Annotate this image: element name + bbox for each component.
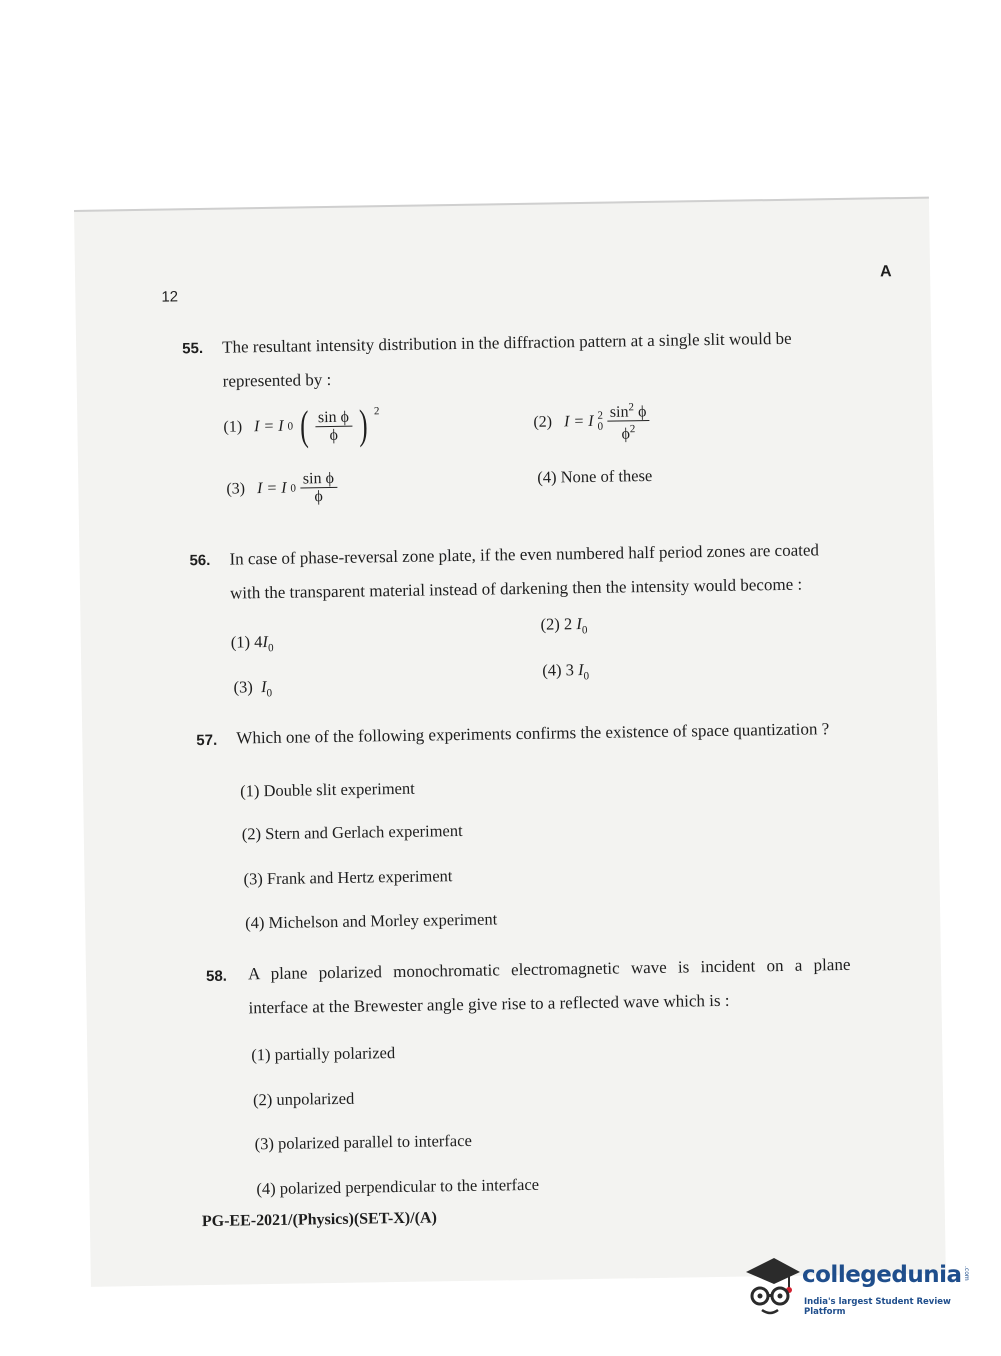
option-label: (3) bbox=[243, 869, 263, 889]
question-number: 58. bbox=[205, 967, 228, 986]
option-4[interactable] bbox=[537, 466, 652, 488]
option-label: (4) bbox=[537, 467, 557, 487]
option-label: (1) bbox=[230, 632, 251, 652]
option-label: (4) bbox=[245, 913, 265, 933]
graduate-mascot-icon bbox=[744, 1252, 800, 1320]
option-text: polarized perpendicular to the interface bbox=[279, 1174, 540, 1198]
subscript: 0 bbox=[267, 642, 274, 655]
option-1[interactable] bbox=[240, 779, 415, 802]
subscript: 0 bbox=[581, 624, 588, 637]
option-text: Michelson and Morley experiment bbox=[268, 909, 498, 933]
coefficient: 4 bbox=[254, 632, 263, 652]
question-number: 57. bbox=[196, 731, 218, 750]
numerator-var: ϕ bbox=[633, 403, 647, 421]
set-letter: A bbox=[879, 263, 892, 281]
option-3[interactable] bbox=[226, 470, 337, 507]
option-text: None of these bbox=[560, 465, 653, 487]
option-2[interactable] bbox=[533, 399, 650, 444]
brand-suffix: .com bbox=[963, 1266, 970, 1281]
superscript: 2 bbox=[597, 409, 603, 422]
numerator bbox=[607, 399, 650, 422]
option-1[interactable] bbox=[251, 1043, 395, 1065]
numerator-fn: sin bbox=[609, 403, 629, 421]
page-footer: PG-EE-2021/(Physics)(SET-X)/(A) bbox=[201, 1209, 437, 1231]
option-text: unpolarized bbox=[276, 1088, 355, 1109]
option-label: (4) bbox=[542, 660, 562, 680]
option-label: (1) bbox=[251, 1045, 271, 1065]
option-2[interactable] bbox=[540, 614, 587, 637]
subscript: 0 bbox=[597, 420, 604, 433]
denominator: ϕ bbox=[314, 488, 324, 506]
exponent: 2 bbox=[373, 405, 380, 418]
numerator-power: 2 bbox=[628, 401, 635, 414]
option-2[interactable] bbox=[242, 821, 463, 844]
option-text: polarized parallel to interface bbox=[277, 1130, 472, 1153]
option-4[interactable] bbox=[256, 1175, 539, 1199]
close-paren: ) bbox=[358, 402, 368, 449]
question-text-line: interface at the Brewester angle give rise to a reflected wave which is : bbox=[248, 990, 730, 1018]
question-text-line: represented by : bbox=[222, 369, 332, 391]
formula-subscript: 0 bbox=[287, 420, 294, 433]
fraction bbox=[315, 408, 353, 444]
option-text: Frank and Hertz experiment bbox=[266, 866, 453, 889]
question-text-line: Which one of the following experiments confirms the existence of space quantization ? bbox=[236, 719, 830, 748]
question-text-line: A plane polarized monochromatic electromagnetic wave is incident on a plane bbox=[247, 954, 851, 984]
option-1[interactable] bbox=[223, 402, 380, 450]
open-paren: ( bbox=[299, 403, 309, 450]
option-label: (2) bbox=[241, 824, 262, 844]
denominator: ϕ bbox=[329, 426, 339, 444]
option-3[interactable] bbox=[255, 1131, 472, 1154]
option-2[interactable] bbox=[253, 1089, 355, 1111]
numerator: sin ϕ bbox=[300, 470, 337, 489]
subscript: 0 bbox=[266, 687, 273, 700]
option-text: Stern and Gerlach experiment bbox=[265, 820, 463, 844]
option-4[interactable] bbox=[245, 909, 497, 933]
option-1[interactable] bbox=[231, 632, 274, 655]
option-label: (3) bbox=[233, 677, 253, 697]
option-text: Double slit experiment bbox=[263, 778, 415, 801]
option-label: (1) bbox=[223, 418, 243, 436]
option-label: (2) bbox=[533, 413, 553, 431]
question-text-line: In case of phase-reversal zone plate, if the even numbered half period zones are coated bbox=[229, 540, 820, 569]
option-label: (1) bbox=[239, 781, 260, 801]
question-number: 55. bbox=[182, 339, 204, 358]
formula-lhs: I = I bbox=[253, 417, 284, 436]
option-text: partially polarized bbox=[274, 1043, 396, 1064]
symbol: I bbox=[577, 660, 584, 680]
fraction bbox=[607, 399, 650, 443]
denominator-var: ϕ bbox=[621, 425, 631, 444]
question-text-line: with the transparent material instead of darkening then the intensity would become : bbox=[229, 574, 803, 603]
option-label: (4) bbox=[256, 1178, 276, 1199]
option-label: (3) bbox=[254, 1133, 275, 1154]
denominator-power: 2 bbox=[629, 423, 636, 436]
symbol: I bbox=[262, 632, 269, 652]
option-label: (3) bbox=[226, 479, 246, 498]
formula-lhs: I = I bbox=[563, 412, 594, 431]
subscript: 0 bbox=[583, 670, 590, 683]
option-4[interactable] bbox=[542, 660, 589, 683]
question-number: 56. bbox=[189, 551, 211, 570]
denominator bbox=[618, 421, 638, 443]
option-label: (2) bbox=[252, 1089, 273, 1110]
page-number: 12 bbox=[161, 288, 179, 306]
brand-name: collegedunia bbox=[802, 1262, 962, 1288]
exam-page bbox=[74, 197, 946, 1287]
fraction bbox=[300, 470, 338, 506]
option-3[interactable] bbox=[243, 866, 452, 889]
option-3[interactable] bbox=[233, 677, 272, 700]
numerator: sin ϕ bbox=[315, 408, 352, 427]
symbol: I bbox=[260, 677, 267, 697]
formula-subscript: 0 bbox=[290, 482, 297, 495]
question-text-line: The resultant intensity distribution in the diffraction pattern at a single slit would be bbox=[222, 328, 792, 357]
option-label: (2) bbox=[540, 614, 560, 634]
brand-tagline: India's largest Student Review Platform bbox=[804, 1297, 951, 1317]
brand-watermark bbox=[744, 1252, 984, 1322]
coefficient: 2 bbox=[563, 614, 573, 634]
symbol: I bbox=[576, 614, 582, 634]
coefficient: 3 bbox=[565, 660, 575, 680]
formula-lhs: I = I bbox=[256, 479, 287, 497]
